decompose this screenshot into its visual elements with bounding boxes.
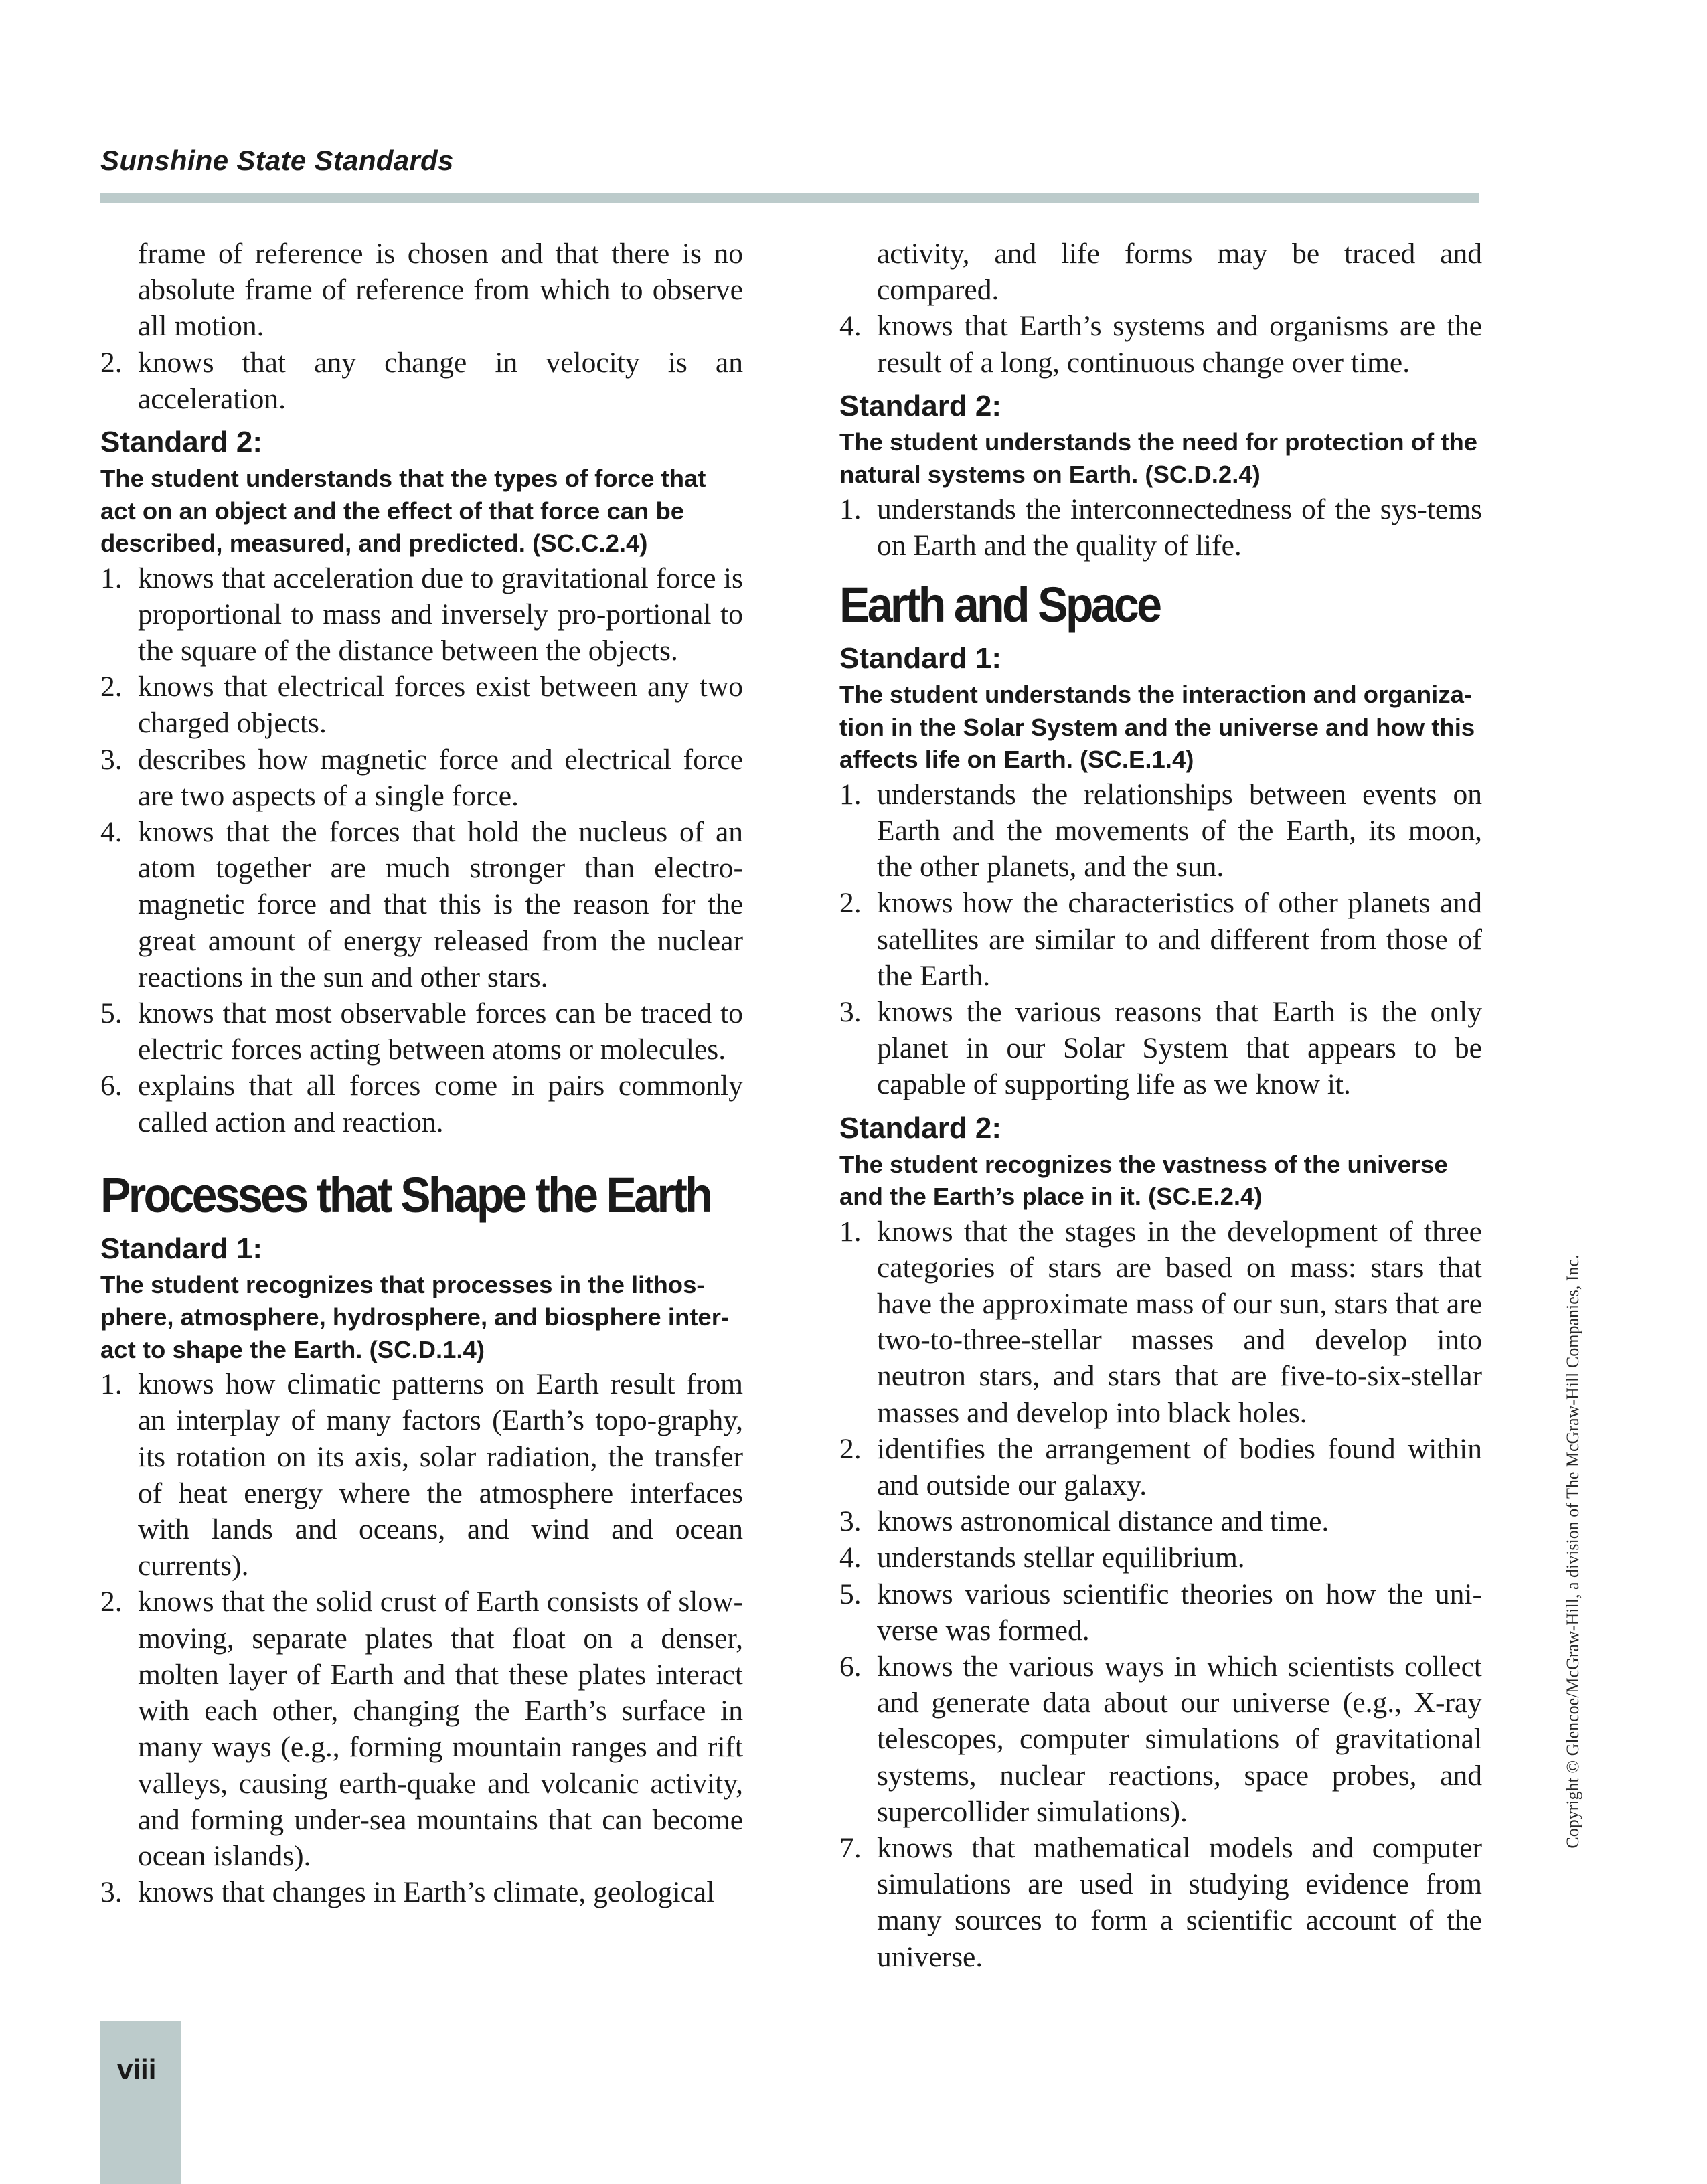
list-item: 1. understands the relationships between events on Earth and the movements of the Earth, its moon, the other planets, and the sun. xyxy=(839,778,1482,884)
left-column xyxy=(100,236,743,1910)
list-item: 4. knows that the forces that hold the nucleus of an atom together are much stronger than electro-magnetic force and that this is the reason for the great amount of energy released from the nuclear reactions in the sun and other stars. xyxy=(100,815,743,993)
benchmark-list xyxy=(839,776,1482,1103)
list-item: 1. knows that the stages in the development of three categories of stars are based on mass: stars that have the approximate mass of our sun, stars that are two-to-three-stellar masses and develop into neutron stars, and stars that are five-to-six-stellar masses and develop into black holes. xyxy=(839,1215,1482,1429)
standard-label: Standard 1: xyxy=(100,1232,263,1265)
benchmark-list xyxy=(839,1213,1482,1975)
list-item: 2. knows that electrical forces exist between any two charged objects. xyxy=(100,671,743,740)
standard-statement: The student understands the interaction and organiza-tion in the Solar System and the universe and how this affects life on Earth. (SC.E.1.4) xyxy=(839,681,1475,774)
list-item: 3. knows astronomical distance and time. xyxy=(839,1505,1329,1538)
list-item: 1. knows that acceleration due to gravitational force is proportional to mass and inversely pro-portional to the square of the distance between the objects. xyxy=(100,562,743,667)
standard-statement: The student understands the need for protection of the natural systems on Earth. (SC.D.2.4) xyxy=(839,428,1478,489)
list-item: 5. knows that most observable forces can be traced to electric forces acting between atoms or molecules. xyxy=(100,997,743,1066)
running-head: Sunshine State Standards xyxy=(100,145,454,176)
section-heading-earth-space: Earth and Space xyxy=(839,577,1160,633)
list-item: 3. describes how magnetic force and electrical force are two aspects of a single force. xyxy=(100,743,743,812)
list-item: 4. knows that Earth’s systems and organisms are the result of a long, continuous change over time. xyxy=(839,310,1482,379)
benchmark-list xyxy=(100,1366,743,1910)
standard-statement: The student understands that the types of force that act on an object and the effect of that force can be described, measured, and predicted. (SC.C.2.4) xyxy=(100,465,706,558)
list-item: 2. knows that any change in velocity is an acceleration. xyxy=(100,346,743,415)
list-item: 6. explains that all forces come in pairs commonly called action and reaction. xyxy=(100,1070,743,1139)
list-item: 2. identifies the arrangement of bodies found within and outside our galaxy. xyxy=(839,1432,1482,1501)
right-column xyxy=(839,236,1482,1975)
standard-statement: The student recognizes the vastness of the universe and the Earth’s place in it. (SC.E.2.4) xyxy=(839,1150,1448,1211)
standard-label: Standard 2: xyxy=(100,426,263,459)
list-item: 7. knows that mathematical models and computer simulations are used in studying evidence from many sources to form a scientific account of the universe. xyxy=(839,1832,1482,1973)
list-item: 1. understands the interconnectedness of the sys-tems on Earth and the quality of life. xyxy=(839,493,1482,562)
standard-label: Standard 2: xyxy=(839,1111,1002,1145)
standard-label: Standard 2: xyxy=(839,389,1002,422)
list-item: 6. knows the various ways in which scientists collect and generate data about our universe (e.g., X-ray telescopes, computer simulations of gravitational systems, nuclear reactions, space probes, and supercollider simulations). xyxy=(839,1650,1482,1828)
list-item: 3. knows that changes in Earth’s climate, geological xyxy=(100,1876,715,1909)
list-item: 2. knows that the solid crust of Earth consists of slow-moving, separate plates that float on a denser, molten layer of Earth and that these plates interact with each other, changing the Earth’s surface in many ways (e.g., forming mountain ranges and rift valleys, causing earth-quake and volcanic activity, and forming under-sea mountains that can become ocean islands). xyxy=(100,1586,743,1872)
page-number: viii xyxy=(117,2053,157,2085)
folio-tab xyxy=(100,2021,181,2184)
header-rule xyxy=(100,193,1479,203)
list-item: 1. knows how climatic patterns on Earth result from an interplay of many factors (Earth’s topo-graphy, its rotation on its axis, solar radiation, the transfer of heat energy where the atmosphere interfaces with lands and oceans, and wind and ocean currents). xyxy=(100,1368,743,1582)
benchmark-list xyxy=(100,560,743,1141)
continued-list xyxy=(100,345,743,417)
continued-paragraph: activity, and life forms may be traced and compared. xyxy=(877,238,1482,307)
standard-statement: The student recognizes that processes in the lithos-phere, atmosphere, hydrosphere, and biosphere inter-act to shape the Earth. (SC.D.1.4) xyxy=(100,1270,730,1363)
list-item: 3. knows the various reasons that Earth is the only planet in our Solar System that appears to be capable of supporting life as we know it. xyxy=(839,995,1482,1101)
list-item: 4. understands stellar equilibrium. xyxy=(839,1541,1245,1574)
list-item: 5. knows various scientific theories on how the uni-verse was formed. xyxy=(839,1578,1482,1647)
list-item: 2. knows how the characteristics of other planets and satellites are similar to and different from those of the Earth. xyxy=(839,887,1482,992)
section-heading-processes: Processes that Shape the Earth xyxy=(100,1167,711,1223)
copyright-notice: Copyright © Glencoe/McGraw-Hill, a division of The McGraw-Hill Companies, Inc. xyxy=(1563,1254,1582,1849)
continued-paragraph: frame of reference is chosen and that there is no absolute frame of reference from which to observe all motion. xyxy=(138,238,743,343)
benchmark-list xyxy=(839,491,1482,564)
continued-list xyxy=(839,308,1482,380)
standard-label: Standard 1: xyxy=(839,642,1002,675)
